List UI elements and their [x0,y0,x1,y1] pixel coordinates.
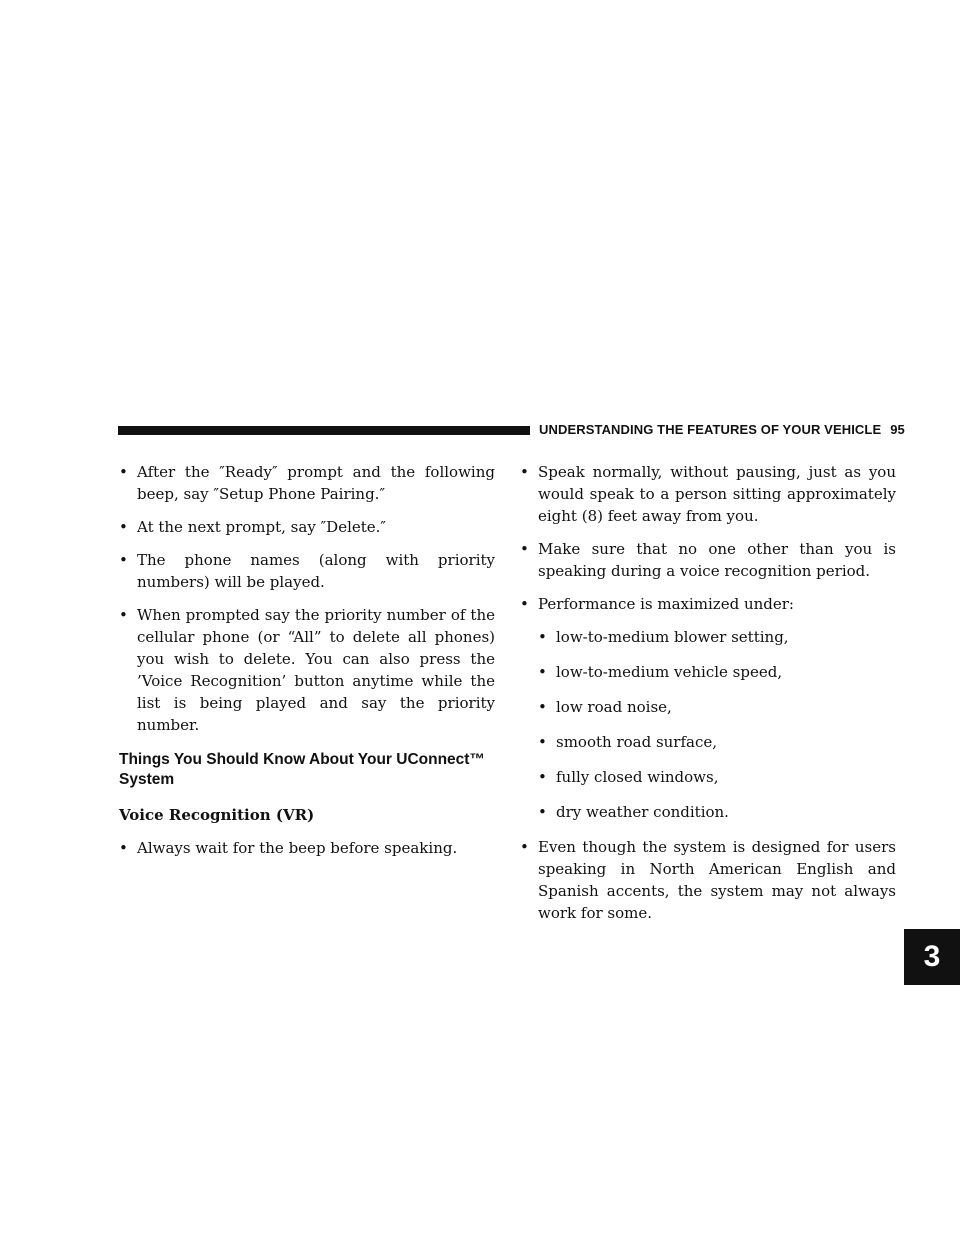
running-header [539,421,919,439]
header-title: UNDERSTANDING THE FEATURES OF YOUR VEHICLE [539,422,882,437]
bullet-icon: • [119,463,128,481]
list-item [520,836,896,924]
right-column [520,461,896,935]
bullet-icon: • [119,839,128,857]
bullet-icon: • [520,838,529,856]
sub-list-item [538,731,896,753]
bullet-icon: • [538,628,547,646]
list-item [520,538,896,582]
list-item [119,516,495,538]
list-item-text: At the next prompt, say ″Delete.″ [137,518,387,536]
bullet-icon: • [119,606,128,624]
bullet-icon: • [520,540,529,558]
bullet-icon: • [520,463,529,481]
sub-list-item [538,801,896,823]
list-item [119,461,495,505]
bullet-icon: • [538,803,547,821]
list-item-text: The phone names (along with priority numbers) will be played. [137,551,495,591]
header-rule [118,426,530,435]
sub-list-item-text: dry weather condition. [556,803,729,821]
sub-list-item [538,626,896,648]
sub-list-item-text: low-to-medium vehicle speed, [556,663,783,681]
bullet-icon: • [520,595,529,613]
bullet-icon: • [538,663,547,681]
list-item-text: Even though the system is designed for users speaking in North American English and Spanish accents, the system may not always work for some. [538,838,896,922]
sub-list-item [538,696,896,718]
list-item [119,549,495,593]
list-item [119,604,495,736]
bullet-icon: • [538,733,547,751]
sub-list-item [538,766,896,788]
bullet-icon: • [538,698,547,716]
left-column [119,461,495,870]
sub-list-item-text: fully closed windows, [556,768,719,786]
chapter-tab: 3 [904,929,960,985]
sub-list-item-text: smooth road surface, [556,733,718,751]
list-item-text: Make sure that no one other than you is speaking during a voice recognition period. [538,540,896,580]
list-item-text: Always wait for the beep before speaking. [137,839,458,857]
bullet-icon: • [119,551,128,569]
page-number: 95 [890,422,905,437]
list-item [520,593,896,615]
sub-list-item-text: low road noise, [556,698,672,716]
subsection-heading: Voice Recognition (VR) [119,806,315,824]
bullet-icon: • [538,768,547,786]
list-item-text: Performance is maximized under: [538,595,794,613]
list-item-text: When prompted say the priority number of the cellular phone (or “All” to delete all phones) you wish to delete. You can also press the ’Voice Recognition’ button anytime while the list is being played and say the priority number. [137,606,495,734]
list-item [520,461,896,527]
list-item-text: After the ″Ready″ prompt and the following beep, say ″Setup Phone Pairing.″ [137,463,495,503]
list-item [119,837,495,859]
section-heading: Things You Should Know About Your UConnect™ System [119,751,485,788]
bullet-icon: • [119,518,128,536]
list-item-text: Speak normally, without pausing, just as you would speak to a person sitting approximately eight (8) feet away from you. [538,463,896,525]
sub-list-item-text: low-to-medium blower setting, [556,628,789,646]
sub-list-item [538,661,896,683]
